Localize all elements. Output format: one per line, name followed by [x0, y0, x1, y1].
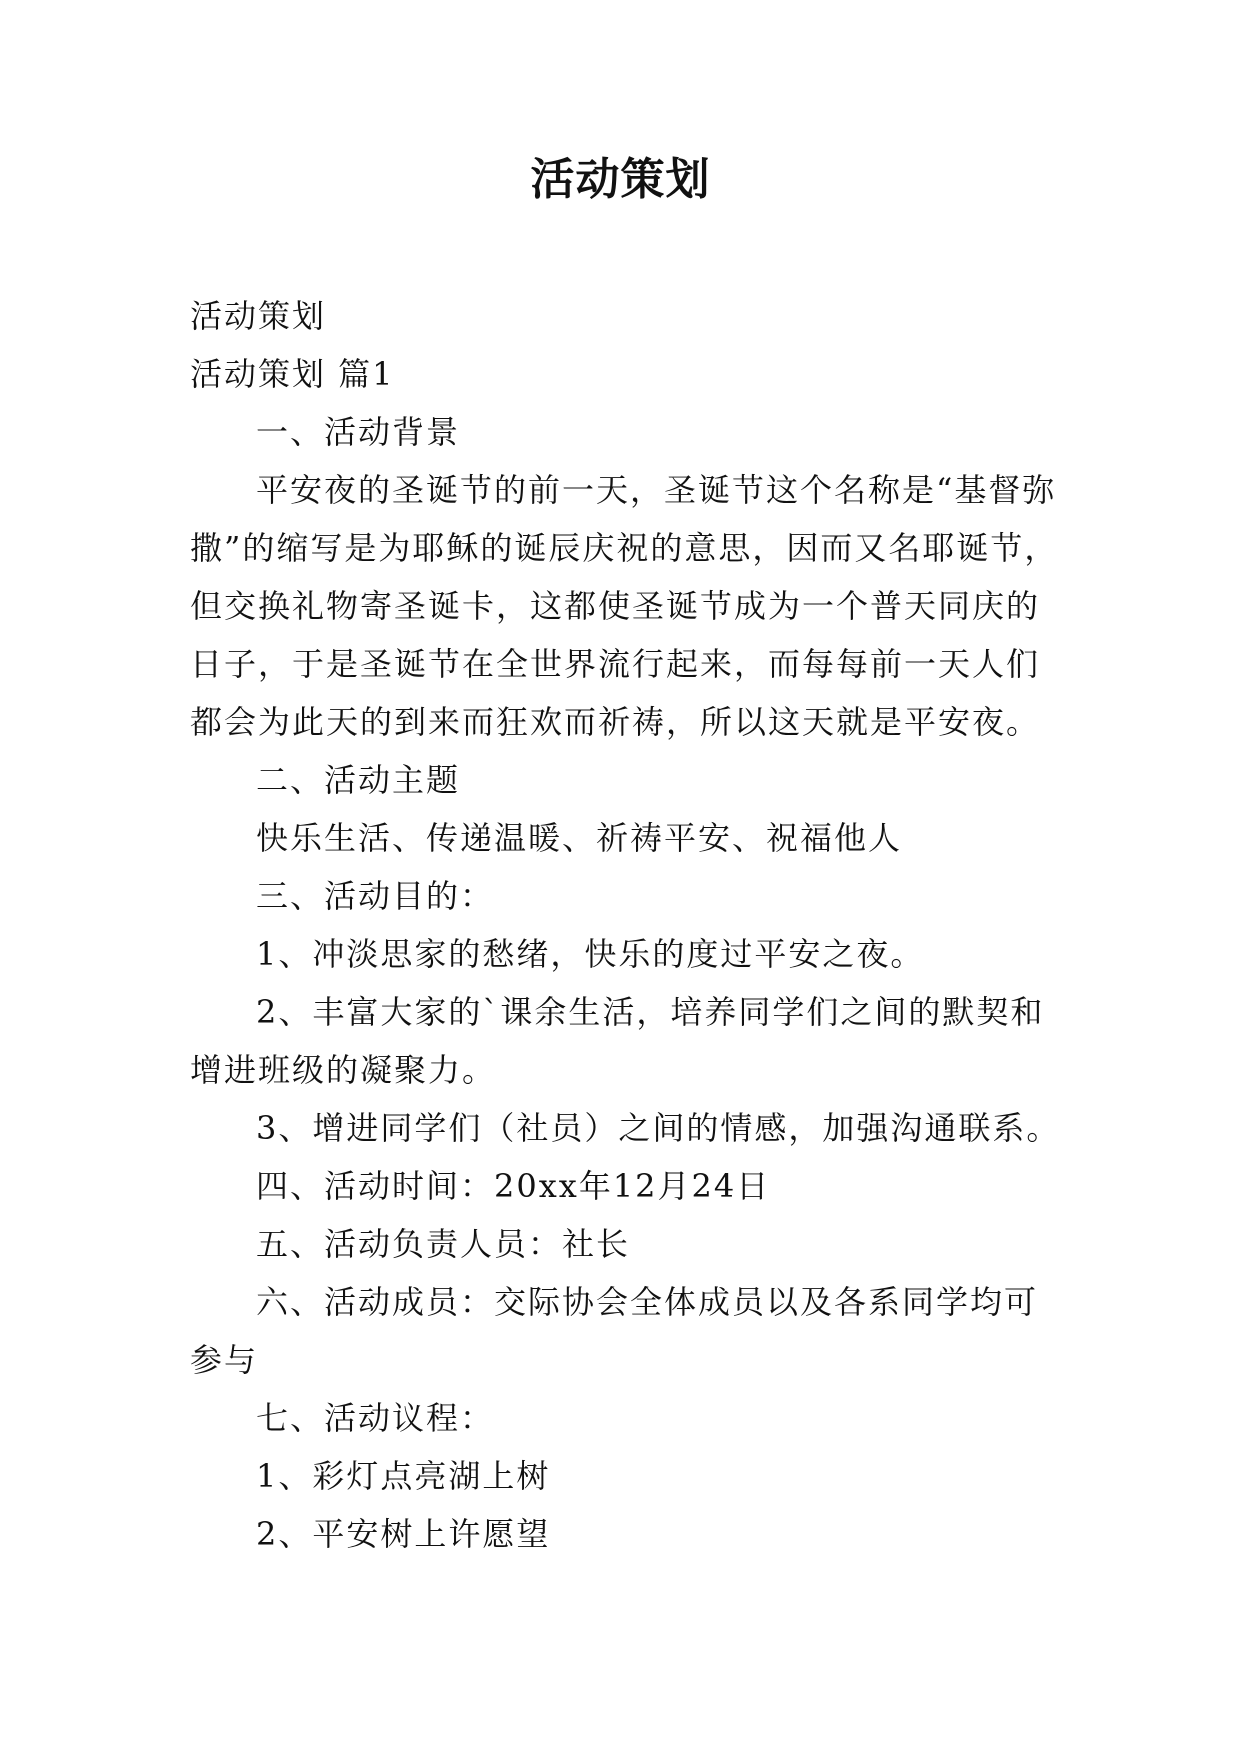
- paragraph-background-text: 平安夜的圣诞节的前一天，圣诞节这个名称是“基督弥撒”的缩写是为耶稣的诞辰庆祝的意思，因而又名耶诞节，但交换礼物寄圣诞卡，这都使圣诞节成为一个普天同庆的日子，于是圣诞节在全世界流行起来，而每每前一天人们都会为此天的到来而狂欢而祈祷，所以这天就是平安夜。: [190, 471, 1059, 741]
- paragraph-agenda-item-1: 1、彩灯点亮湖上树: [256, 1457, 551, 1495]
- paragraph-heading: 活动策划: [190, 297, 327, 335]
- paragraph-time: 四、活动时间：20xx年12月24日: [256, 1167, 771, 1205]
- paragraph-purpose-item-3: 3、增进同学们（社员）之间的情感，加强沟通联系。: [256, 1109, 1061, 1147]
- document-title: 活动策划: [530, 154, 711, 205]
- paragraph-theme-heading: 二、活动主题: [256, 761, 461, 799]
- document-body: [190, 287, 1066, 1563]
- paragraph-background-heading: 一、活动背景: [256, 413, 461, 451]
- paragraph-members: 六、活动成员：交际协会全体成员以及各系同学均可参与: [190, 1283, 1039, 1379]
- paragraph-person-in-charge: 五、活动负责人员：社长: [256, 1225, 631, 1263]
- paragraph-agenda-heading: 七、活动议程：: [256, 1399, 495, 1437]
- paragraph-section-label: 活动策划 篇1: [190, 355, 395, 393]
- paragraph-agenda-item-2: 2、平安树上许愿望: [256, 1515, 551, 1553]
- paragraph-purpose-item-1: 1、冲淡思家的愁绪，快乐的度过平安之夜。: [256, 935, 925, 973]
- paragraph-purpose-item-2: 2、丰富大家的`课余生活，培养同学们之间的默契和增进班级的凝聚力。: [190, 993, 1045, 1089]
- paragraph-theme-text: 快乐生活、传递温暖、祈祷平安、祝福他人: [256, 819, 903, 857]
- paragraph-purpose-heading: 三、活动目的：: [256, 877, 495, 915]
